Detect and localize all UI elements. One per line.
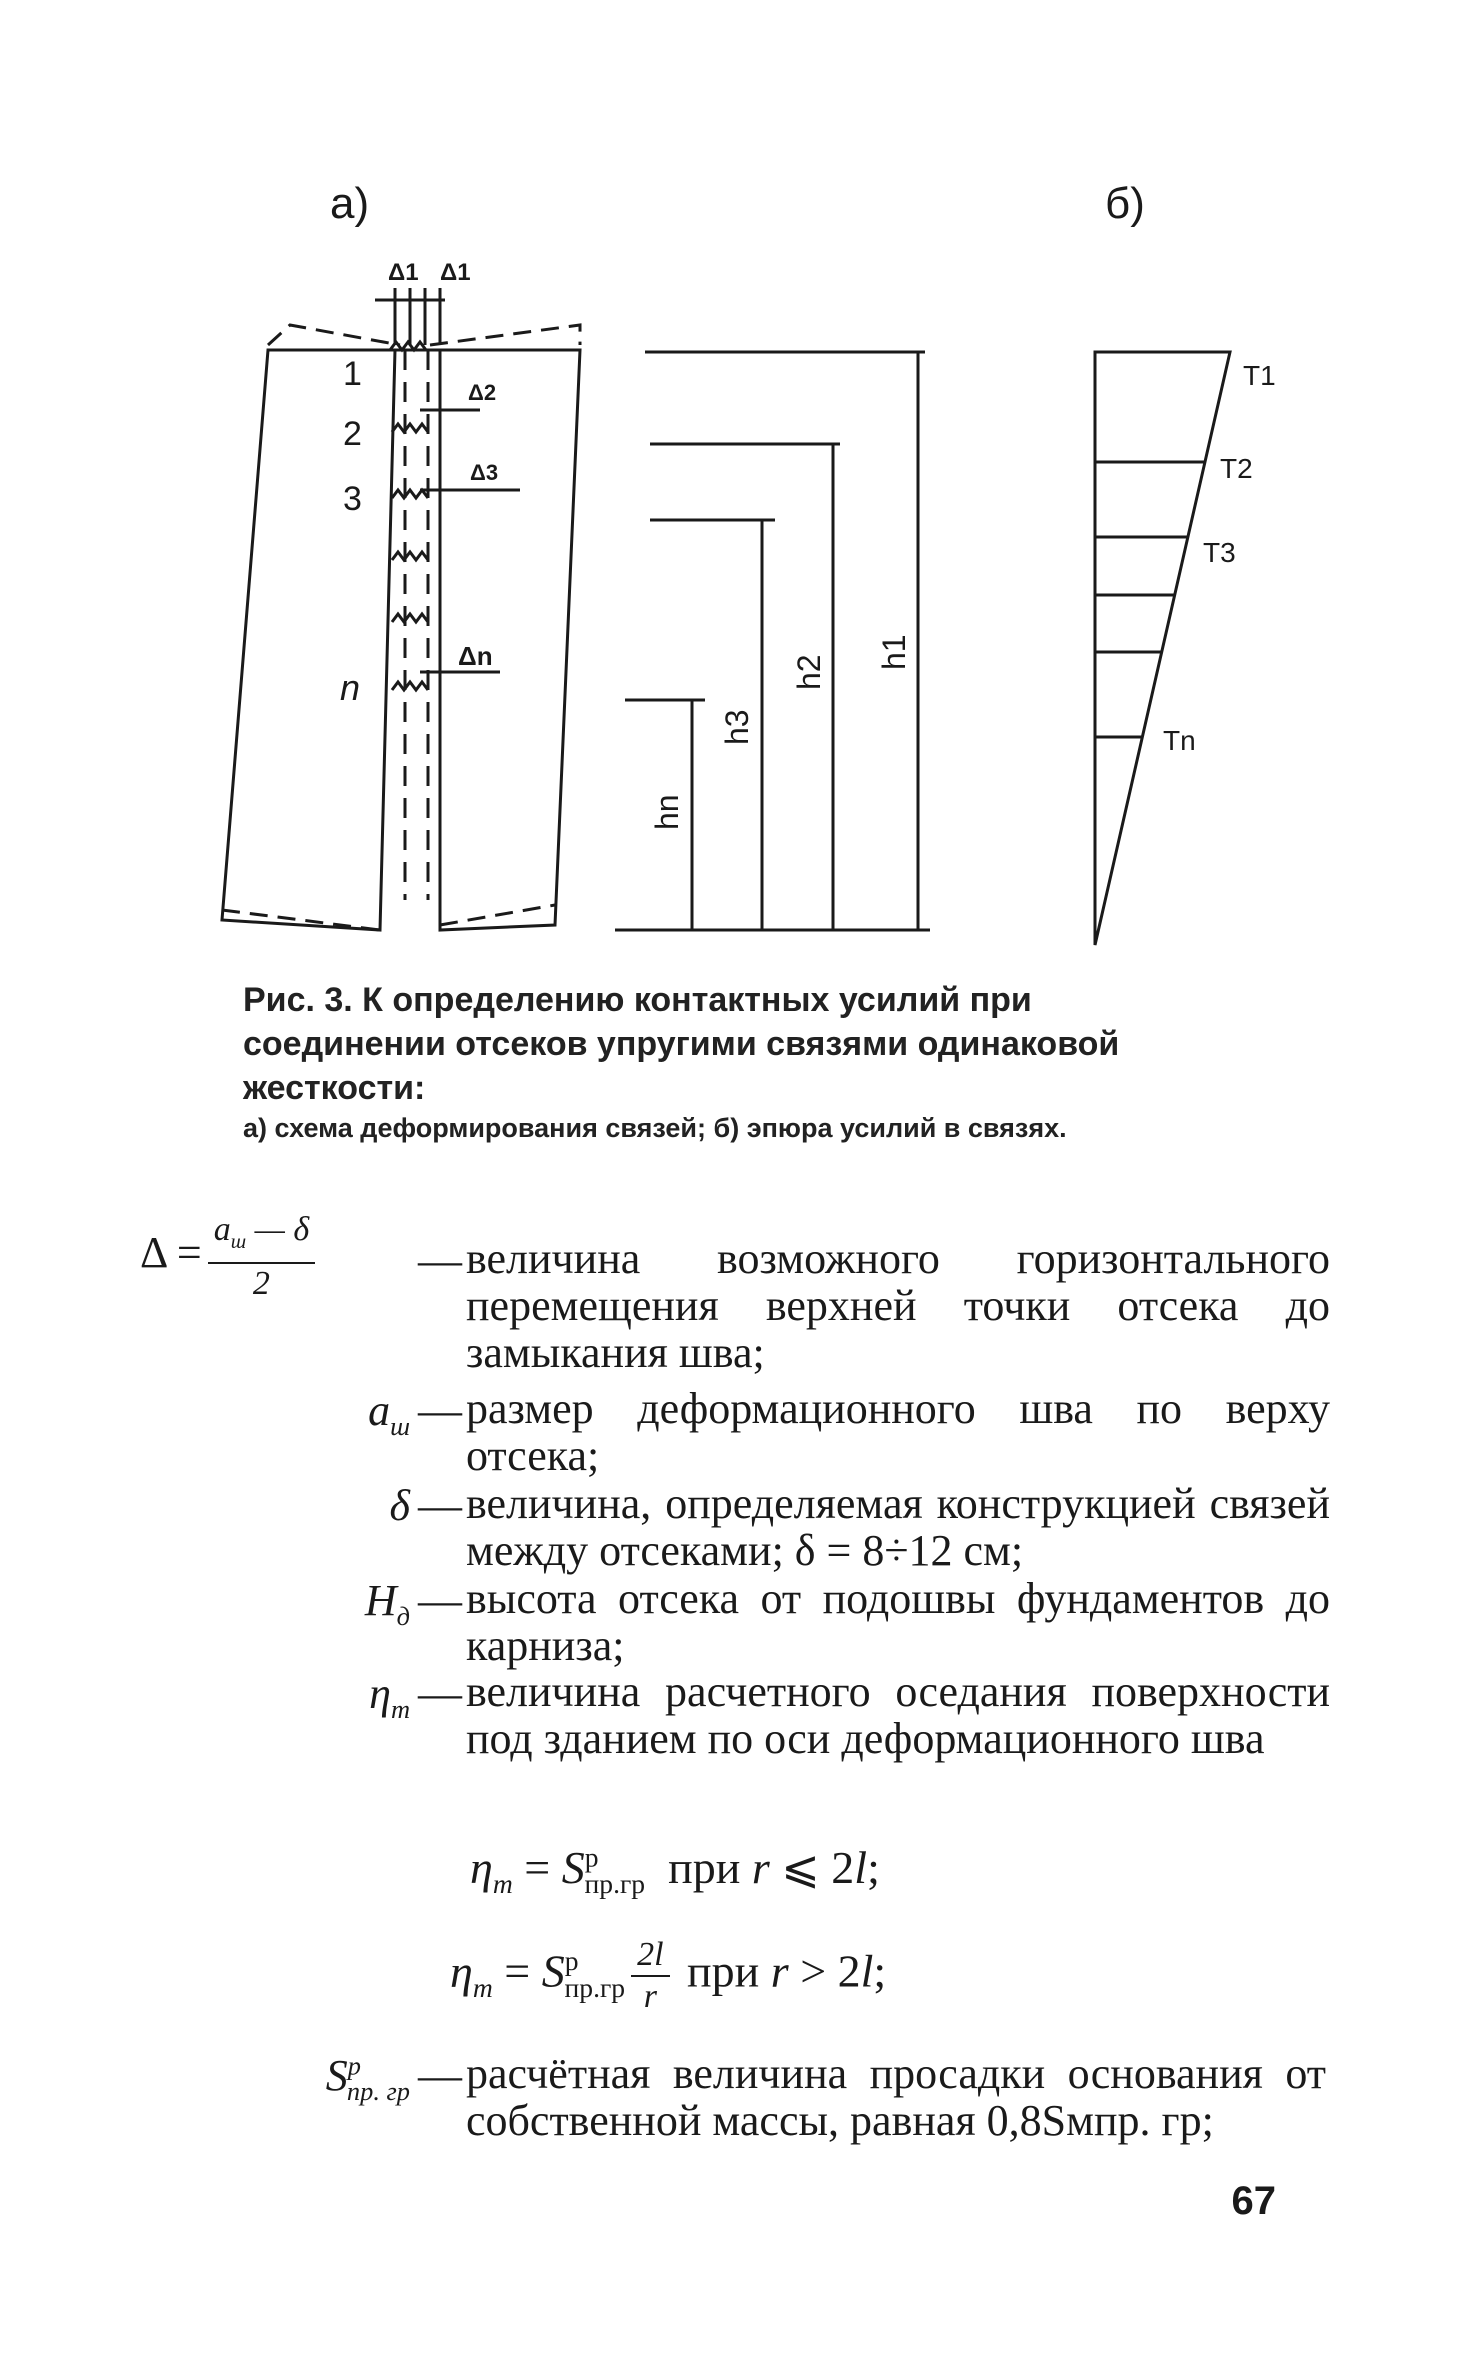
spring-4 [392,552,428,560]
spring-5 [392,614,428,622]
row-3: 3 [343,480,362,518]
dash-2: — [418,1481,462,1530]
delta-term: Δ = $\frac{a_ш — \delta}{2}$ [140,1210,321,1304]
page-number: 67 [1231,2179,1276,2223]
definition-delta: величина возможного горизонтального перемещения верхней точки отсека до замыкания шва; [466,1234,1330,1377]
term-delta-small: δ [389,1481,410,1530]
row-1: 1 [343,355,362,393]
top-delta-2: Δ1 [440,259,471,286]
dash-1: — [418,1386,462,1435]
label-h3: h3 [719,709,755,745]
formula-1: $\eta_m = S^р_{пр.гр}$ при r ⩽ 2l; [470,1841,880,1900]
panel-b-label: б) [1105,179,1145,228]
spring-2 [392,424,428,432]
dash-0: — [418,1236,462,1285]
top-dashed-right [430,325,580,345]
definition-ash: размер деформационного шва по верху отсека; [466,1384,1330,1480]
force-t1: T1 [1243,360,1276,391]
term-eta: $\eta_m$ [369,1669,410,1724]
dash-5: — [418,2051,462,2100]
force-t3: T3 [1203,537,1236,568]
definition-hd: высота отсека от подошвы фундаментов до карниза; [466,1574,1330,1670]
row-2: 2 [343,415,362,453]
term-ash: $a_ш$ [368,1386,410,1441]
top-delta-1: Δ1 [388,259,419,286]
bottom-dashed-right [440,905,555,925]
delta-n: Δn [458,641,493,671]
delta-3: Δ3 [470,460,499,485]
row-n: n [340,667,361,708]
force-diagram [1095,352,1230,945]
label-h1: h1 [876,634,912,670]
label-hn: hn [649,794,685,830]
dash-3: — [418,1576,462,1625]
force-tn: Tn [1163,725,1196,756]
delta-2: Δ2 [468,380,497,405]
figure-caption: Рис. 3. К определению контактных усилий при соединении отсеков упругими связями одинаковой жесткости: [243,981,1120,1107]
definition-delta-small: величина, определяемая конструкцией связей между отсеками; δ = 8÷12 см; [466,1479,1330,1575]
definition-s-pr-gr: расчётная величина просадки основания от собственной массы, равная 0,8Sмпр. гр; [466,2049,1326,2145]
term-s-pr-gr: $S^р_{пр. гр}$ [325,2050,410,2106]
top-dashed-left [268,325,400,345]
dash-4: — [418,1669,462,1718]
left-block-outline [222,350,395,930]
spring-n [392,682,428,690]
definition-eta: величина расчетного оседания поверхности под зданием по оси деформационного шва [466,1667,1330,1763]
figure-caption-sub: а) схема деформирования связей; б) эпюра усилий в связях. [243,1113,1067,1143]
panel-a-label: а) [330,179,370,228]
right-block-outline [440,350,580,930]
figure-3 [0,0,1466,980]
label-h2: h2 [791,654,827,690]
term-hd: $H_д$ [364,1576,410,1631]
formula-2: $\eta_m = S^р_{пр.гр}$ $\frac{2l}{r}$ при r > 2l; [450,1936,887,2015]
force-t2: T2 [1220,453,1253,484]
